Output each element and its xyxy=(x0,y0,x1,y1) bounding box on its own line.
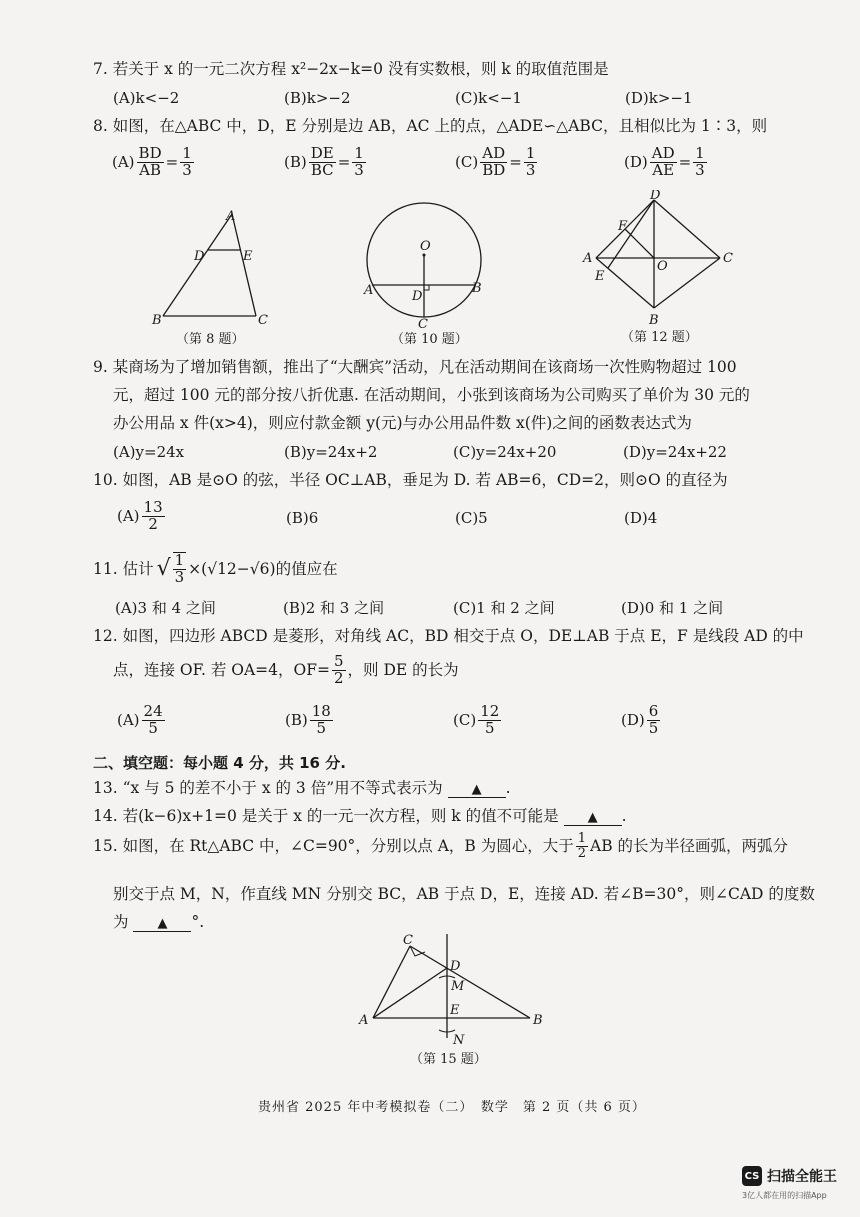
q15-post: °. xyxy=(191,913,205,931)
fig12-label-d: D xyxy=(650,190,661,203)
fig10-label-c: C xyxy=(418,317,428,330)
q8-a-rhs-den: 3 xyxy=(182,160,192,179)
q10-a-num: 13 xyxy=(143,498,163,516)
fig10-label-b: B xyxy=(472,281,482,296)
q14-text: 14. 若(k−6)x+1=0 是关于 x 的一元一次方程，则 k 的值不可能是 xyxy=(93,807,559,825)
q15-line2: 别交于点 M，N，作直线 MN 分别交 BC，AB 于点 D，E，连接 AD. 若∠B=30°，则∠CAD 的度数 xyxy=(113,885,815,903)
q12-of-den: 2 xyxy=(333,668,344,687)
q10-a-label: (A) xyxy=(117,507,140,526)
fig15-label-n: N xyxy=(453,1033,465,1048)
q13-post: . xyxy=(505,779,511,797)
q12-c-label: (C) xyxy=(453,711,477,730)
fig15-label-e: E xyxy=(450,1003,460,1018)
q8-b-num: DE xyxy=(310,144,334,162)
q12-line1: 12. 如图，四边形 ABCD 是菱形，对角线 AC，BD 相交于点 O，DE⊥AB 于点 E，F 是线段 AD 的中 xyxy=(93,627,804,645)
q8-a-den: AB xyxy=(139,160,161,179)
q8-d-rhs-den: 3 xyxy=(695,160,705,179)
q10-option-d: (D)4 xyxy=(624,509,658,527)
q8-d-num: AD xyxy=(651,144,675,162)
q8-d-den: AE xyxy=(652,160,675,179)
q8-c-rhs-den: 3 xyxy=(525,160,536,179)
q12-line2 xyxy=(113,654,459,687)
fig8-label-c: C xyxy=(258,313,268,328)
q12-line2-pre: 点，连接 OF. 若 OA=4，OF= xyxy=(113,661,330,680)
q12-d-den: 5 xyxy=(648,718,659,737)
fig10-caption: （第 10 题） xyxy=(391,332,468,347)
q11-sqrt-num: 1 xyxy=(174,551,185,569)
fig10-label-d: D xyxy=(412,289,423,304)
figure-15-triangle xyxy=(355,930,545,1048)
q12-of-num: 5 xyxy=(333,652,344,670)
figure-12-rhombus xyxy=(578,190,738,330)
sqrt-icon: √ xyxy=(156,555,171,581)
q11-option-c: (C)1 和 2 之间 xyxy=(453,599,555,617)
fig15-label-b: B xyxy=(533,1013,543,1028)
fig12-label-o: O xyxy=(657,259,668,274)
q8-b-rhs-num: 1 xyxy=(354,144,364,162)
page-footer: 贵州省 2025 年中考模拟卷（二） 数学 第 2 页（共 6 页） xyxy=(258,1100,646,1115)
q12-option-a xyxy=(117,704,167,737)
fig8-label-e: E xyxy=(243,249,253,264)
fig15-label-c: C xyxy=(403,933,413,948)
q8-option-d: (D) $\frac{AD}{AE}$ = $\frac{1}{3}$ xyxy=(624,144,705,179)
q11-prefix: 11. 估计 xyxy=(93,559,154,578)
fig10-label-a: A xyxy=(364,283,374,298)
q13-answer-blank: ▲ xyxy=(448,782,506,798)
q12-option-b xyxy=(285,704,335,737)
q7-option-c: (C)k<−1 xyxy=(455,89,522,107)
fig12-label-c: C xyxy=(723,251,733,266)
fig12-caption: （第 12 题） xyxy=(621,330,698,345)
q12-b-label: (B) xyxy=(285,711,308,730)
q8-a-num: BD xyxy=(138,144,162,162)
q11-option-b: (B)2 和 3 之间 xyxy=(283,599,385,617)
q8-stem: 8. 如图，在△ABC 中，D，E 分别是边 AB，AC 上的点，△ADE∽△ABC，且相似比为 1∶3，则 xyxy=(93,117,768,135)
q15-answer-blank: ▲ xyxy=(133,916,191,932)
q9-line3: 办公用品 x 件(x>4)，则应付款金额 y(元)与办公用品件数 x(件)之间的函数表达式为 xyxy=(113,414,692,432)
q14-post: . xyxy=(621,807,627,825)
q7-stem: 7. 若关于 x 的一元二次方程 x²−2x−k=0 没有实数根，则 k 的取值范围是 xyxy=(93,60,609,78)
q12-a-label: (A) xyxy=(117,711,140,730)
fig8-label-d: D xyxy=(194,249,205,264)
q8-c-num: AD xyxy=(482,144,506,162)
q12-option-c xyxy=(453,704,503,737)
q7-option-a: (A)k<−2 xyxy=(113,89,180,107)
q12-c-num: 12 xyxy=(480,702,500,720)
fig12-label-b: B xyxy=(649,313,659,328)
q9-option-a: (A)y=24x xyxy=(113,443,185,461)
fig15-caption: （第 15 题） xyxy=(410,1052,487,1067)
q11-option-a: (A)3 和 4 之间 xyxy=(115,599,216,617)
q12-d-label: (D) xyxy=(621,711,645,730)
fig8-caption: （第 8 题） xyxy=(176,332,245,347)
q8-b-den: BC xyxy=(310,160,334,179)
q15-half-den: 2 xyxy=(577,845,587,861)
q12-b-den: 5 xyxy=(316,718,327,737)
fig12-label-e: E xyxy=(595,269,605,284)
fig8-label-a: A xyxy=(226,209,236,224)
q7-option-d: (D)k>−1 xyxy=(625,89,693,107)
q15-half-num: 1 xyxy=(577,831,587,846)
q10-option-a xyxy=(117,500,167,533)
q9-option-d: (D)y=24x+22 xyxy=(623,443,727,461)
q10-a-den: 2 xyxy=(148,514,158,533)
q11-option-d: (D)0 和 1 之间 xyxy=(621,599,724,617)
figure-8-triangle xyxy=(148,206,278,328)
q8-b-label: (B) xyxy=(284,153,307,172)
q8-d-rhs-num: 1 xyxy=(695,144,705,162)
q11-mid: ×(√12−√6)的值应在 xyxy=(188,559,338,578)
q7-option-b: (B)k>−2 xyxy=(284,89,351,107)
q10-stem: 10. 如图，AB 是⊙O 的弦，半径 OC⊥AB，垂足为 D. 若 AB=6，CD=2，则⊙O 的直径为 xyxy=(93,471,728,489)
q9-option-c: (C)y=24x+20 xyxy=(453,443,557,461)
q8-option-c: (C) $\frac{AD}{BD}$ = $\frac{1}{3}$ xyxy=(455,144,536,179)
q11-sqrt-den: 3 xyxy=(174,567,185,586)
watermark-name: 扫描全能王 xyxy=(767,1169,837,1185)
q13 xyxy=(93,777,511,799)
q9-option-b: (B)y=24x+2 xyxy=(284,443,378,461)
q10-option-c: (C)5 xyxy=(455,509,488,527)
q12-a-den: 5 xyxy=(148,718,158,737)
q15-line1-post: AB 的长为半径画弧，两弧分 xyxy=(590,837,789,856)
q12-line2-post: ，则 DE 的长为 xyxy=(347,661,459,680)
q8-b-rhs-den: 3 xyxy=(354,160,364,179)
q12-d-num: 6 xyxy=(648,702,659,720)
fig12-label-f: F xyxy=(618,219,628,234)
q13-text: 13. “x 与 5 的差不小于 x 的 3 倍”用不等式表示为 xyxy=(93,779,443,797)
q8-c-den: BD xyxy=(482,160,506,179)
q8-option-b: (B) $\frac{DE}{BC}$ = $\frac{1}{3}$ xyxy=(284,144,364,179)
q15-line1-pre: 15. 如图，在 Rt△ABC 中，∠C=90°，分别以点 A，B 为圆心，大于 xyxy=(93,837,574,856)
q15-line1 xyxy=(93,832,788,860)
q8-a-label: (A) xyxy=(112,153,135,172)
figure-10-circle xyxy=(360,200,490,330)
fig8-label-b: B xyxy=(152,313,162,328)
q15-line3 xyxy=(113,911,204,933)
q9-line2: 元，超过 100 元的部分按八折优惠. 在活动期间，小张到该商场为公司购买了单价为 30 元的 xyxy=(113,386,750,404)
camscanner-logo-icon: CS xyxy=(742,1166,762,1186)
q12-option-d xyxy=(621,704,662,737)
q14 xyxy=(93,805,627,827)
q9-line1: 9. 某商场为了增加销售额，推出了“大酬宾”活动，凡在活动期间在该商场一次性购物超过 100 xyxy=(93,358,737,376)
fig15-label-m: M xyxy=(451,979,465,994)
fig10-label-o: O xyxy=(420,239,431,254)
fig15-label-a: A xyxy=(359,1013,369,1028)
q15-line3-pre: 为 xyxy=(113,913,129,931)
q8-a-rhs-num: 1 xyxy=(182,144,192,162)
q12-a-num: 24 xyxy=(143,702,163,720)
scanner-watermark xyxy=(742,1166,837,1186)
q8-c-rhs-num: 1 xyxy=(525,144,536,162)
section-2-title: 二、填空题：每小题 4 分，共 16 分. xyxy=(93,754,346,772)
q11-stem xyxy=(93,552,338,586)
q10-option-b: (B)6 xyxy=(286,509,319,527)
q8-option-a: (A) $\frac{BD}{AB}$ = $\frac{1}{3}$ xyxy=(112,144,192,179)
fig12-label-a: A xyxy=(583,251,593,266)
fig15-label-d: D xyxy=(450,959,461,974)
watermark-tagline: 3亿人都在用的扫描App xyxy=(742,1191,827,1200)
q8-c-label: (C) xyxy=(455,153,479,172)
q12-b-num: 18 xyxy=(311,702,331,720)
q14-answer-blank: ▲ xyxy=(564,810,622,826)
q12-c-den: 5 xyxy=(484,718,495,737)
q8-d-label: (D) xyxy=(624,153,648,172)
